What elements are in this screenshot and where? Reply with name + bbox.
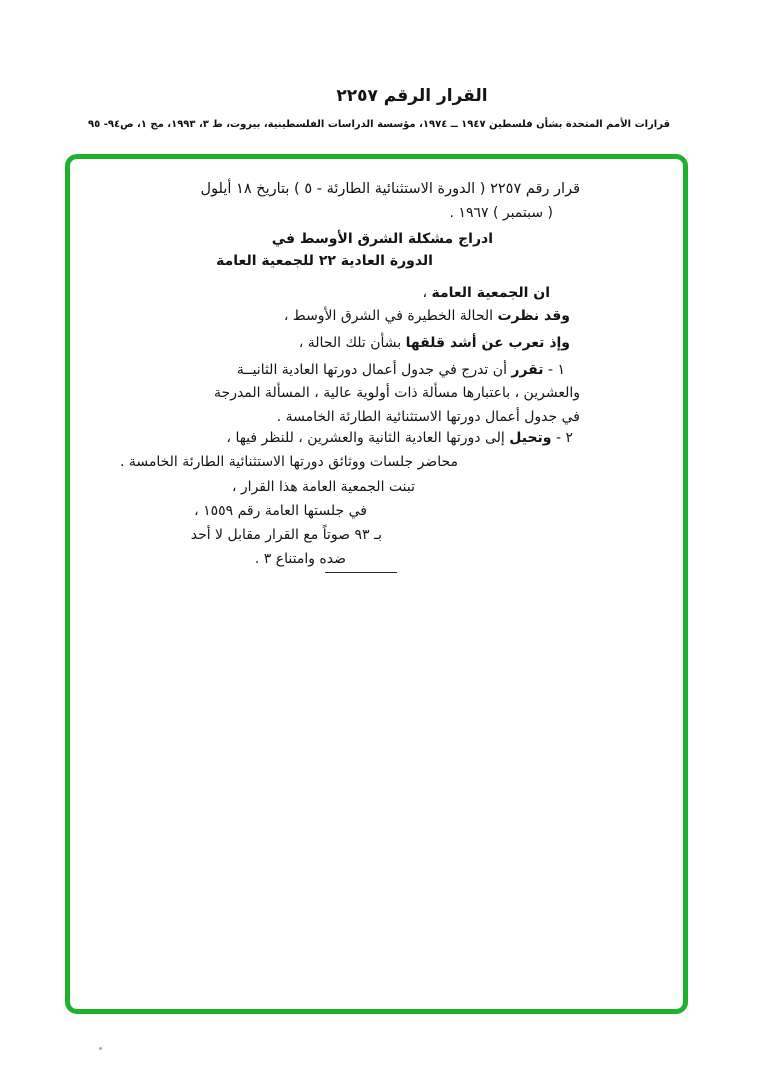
adoption-line-3: بـ ٩٣ صوتاً مع القرار مقابل لا أحد (190, 527, 382, 543)
document-frame (65, 154, 688, 1014)
source-citation-line: قرارات الأمم المتحدة بشأن فلسطين ١٩٤٧ ــ ١٩٧٤، مؤسسة الدراسات الفلسطينية، بيروت، ط ٣، ١٩٩٣، مج ١، ص٩٤- ٩٥ (87, 119, 671, 130)
scan-speck-artifact (99, 1047, 102, 1050)
item-1-line-1 (237, 362, 565, 380)
subject-line-1: ادراج مشكلة الشرق الأوسط في (271, 231, 493, 247)
item-2-bold: وتحيل (509, 430, 552, 446)
item-2-number: ٢ - (551, 430, 573, 446)
item-1-line-2: والعشرين ، باعتبارها مسألة ذات أولوية عالية ، المسألة المدرجة (214, 385, 580, 401)
item-1-line-3: في جدول أعمال دورتها الاستثنائية الطارئة الخامسة . (276, 409, 580, 425)
preamble-3-rest: بشأن تلك الحالة ، (298, 335, 406, 351)
item-1-line-1-rest: أن تدرج في جدول أعمال دورتها العادية الثانيــة (236, 362, 512, 378)
page-title: القرار الرقم ٢٢٥٧ (336, 86, 488, 106)
adoption-line-2: في جلستها العامة رقم ١٥٥٩ ، (194, 503, 367, 519)
preamble-3-bold: وإذ تعرب عن أشد قلقها (405, 335, 570, 351)
end-divider-rule (325, 572, 397, 573)
item-1-bold: تقرر (511, 362, 544, 378)
preamble-line-2 (284, 308, 570, 326)
preamble-1-rest: ، (422, 285, 432, 301)
adoption-line-4: ضده وامتناع ٣ . (254, 551, 346, 567)
item-2-line-2: محاضر جلسات ووثائق دورتها الاستثنائية الطارئة الخامسة . (119, 454, 458, 470)
item-2-line-1-rest: إلى دورتها العادية الثانية والعشرين ، للنظر فيها ، (226, 430, 510, 446)
preamble-line-3 (299, 335, 570, 353)
preamble-2-rest: الحالة الخطيرة في الشرق الأوسط ، (283, 308, 498, 324)
preamble-1-bold: ان الجمعية العامة (431, 285, 550, 301)
preamble-2-bold: وقد نظرت (497, 308, 570, 324)
adoption-line-1: تبنت الجمعية العامة هذا القرار ، (231, 479, 415, 495)
item-2-line-1 (226, 430, 573, 448)
resolution-heading-line-2: ( سبتمبر ) ١٩٦٧ . (449, 205, 553, 221)
subject-line-2: الدورة العادية ٢٢ للجمعية العامة (216, 253, 433, 269)
preamble-line-1 (423, 285, 550, 303)
resolution-heading-line-1: قرار رقم ٢٢٥٧ ( الدورة الاستثنائية الطارئة - ٥ ) بتاريخ ١٨ أيلول (200, 181, 580, 197)
item-1-number: ١ - (543, 362, 565, 378)
